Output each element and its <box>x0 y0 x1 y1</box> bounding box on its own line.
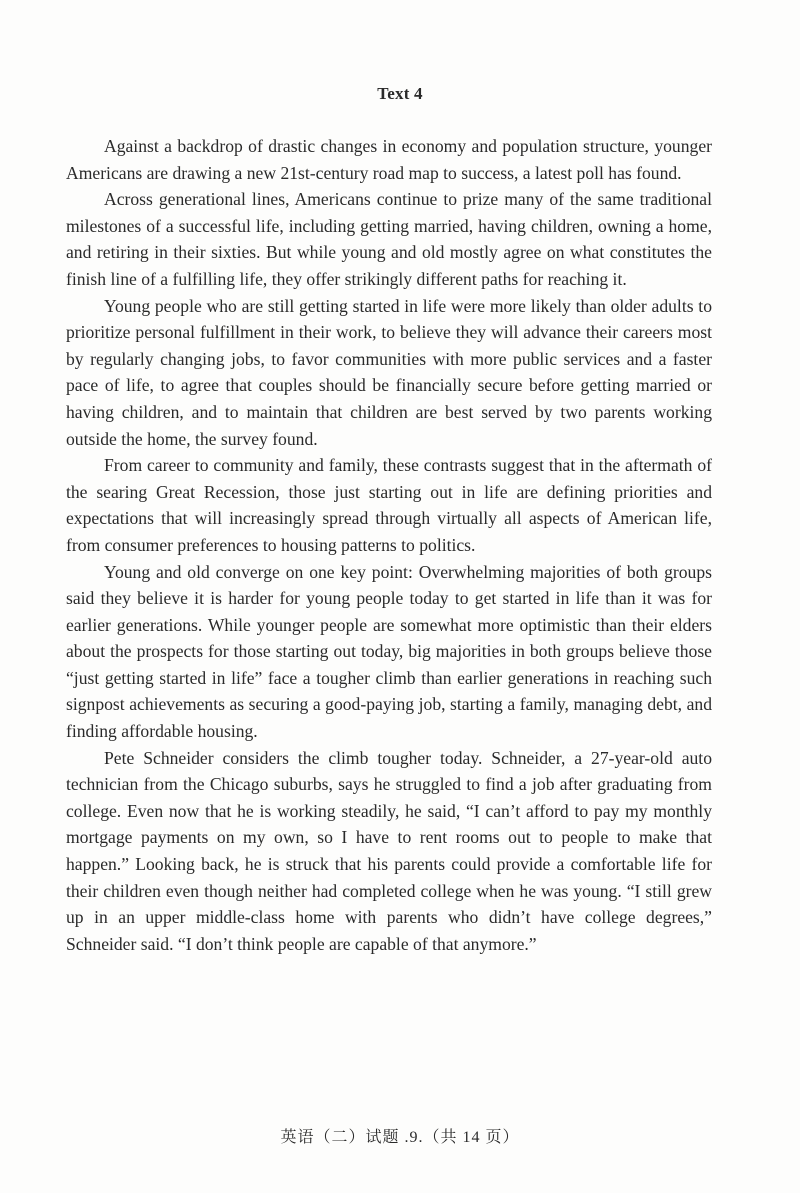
paragraph-3: Young people who are still getting started in life were more likely than older adults to prioritize personal fulfillment in their work, to believe they will advance their careers most by regularly changing jobs, to favor communities with more public services and a faster pace of life, to agree that couples should be financially secure before getting married or having children, and to maintain that children are best served by two parents working outside the home, the survey found. <box>66 295 712 449</box>
page-footer: 英语（二）试题 .9.（共 14 页） <box>280 1129 520 1146</box>
section-title: Text 4 <box>377 84 423 103</box>
paragraph-6: Pete Schneider considers the climb tougher today. Schneider, a 27-year-old auto technician from the Chicago suburbs, says he struggled to find a job after graduating from college. Even now that he is working steadily, he said, “I can’t afford to pay my monthly mortgage payments on my own, so I have to rent rooms out to people to make that happen.” Looking back, he is struck that his parents could provide a comfortable life for their children even though neither had completed college when he was young. “I still grew up in an upper middle-class home with parents who didn’t have college degrees,” Schneider said. “I don’t think people are capable of that anymore.” <box>66 747 712 954</box>
paragraph-4: From career to community and family, these contrasts suggest that in the aftermath of the searing Great Recession, those just starting out in life are defining priorities and expectations that will increasingly spread through virtually all aspects of American life, from consumer preferences to housing patterns to politics. <box>66 455 712 555</box>
paragraph-5: Young and old converge on one key point: Overwhelming majorities of both groups said they believe it is harder for young people today to get started in life than it was for earlier generations. While younger people are somewhat more optimistic than their elders about the prospects for those starting out today, big majorities in both groups believe those “just getting started in life” face a tougher climb than earlier generations in reaching such signpost achievements as securing a good-paying job, starting a family, managing debt, and finding affordable housing. <box>66 561 712 742</box>
paragraph-1: Against a backdrop of drastic changes in economy and population structure, younger Americans are drawing a new 21st-century road map to success, a latest poll has found. <box>66 136 712 183</box>
paragraph-2: Across generational lines, Americans continue to prize many of the same traditional milestones of a successful life, including getting married, having children, owning a home, and retiring in their sixties. But while young and old mostly agree on what constitutes the finish line of a fulfilling life, they offer strikingly different paths for reaching it. <box>66 189 712 289</box>
article-body <box>66 133 712 957</box>
